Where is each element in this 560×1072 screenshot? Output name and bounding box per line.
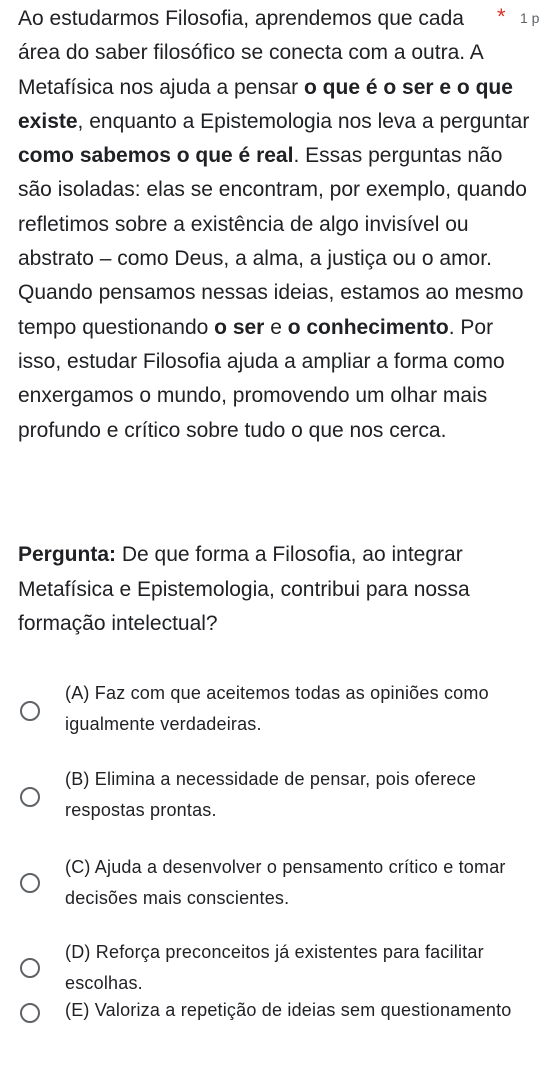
- option-b-line2: respostas prontas.: [65, 800, 217, 820]
- option-d-line1: (D) Reforça preconceitos já existentes para facilitar: [65, 942, 484, 962]
- option-b-label: [65, 764, 560, 826]
- option-e-label: [65, 995, 560, 1026]
- option-c-label: [65, 852, 560, 914]
- question-text: [18, 2, 538, 448]
- bold-ser-existe: o que é o ser e o que existe: [18, 75, 513, 133]
- text-part-1: Ao estudarmos Filosofia, aprendemos que cada: [18, 7, 464, 30]
- prompt-label: Pergunta:: [18, 543, 117, 566]
- option-e-line1: (E) Valoriza a repetição de ideias sem questionamento: [65, 1000, 512, 1020]
- radio-circle-icon[interactable]: [20, 701, 40, 721]
- text-part-4: , enquanto a Epistemologia nos leva a perguntar: [77, 109, 530, 133]
- text-part-8: e: [264, 315, 288, 339]
- option-e[interactable]: [0, 996, 560, 1056]
- option-a-line2: igualmente verdadeiras.: [65, 714, 262, 734]
- option-c-line2: decisões mais conscientes.: [65, 888, 290, 908]
- text-part-6: . Essas perguntas não são isoladas: elas se encontram, por exemplo, quando refletimos sobre a existência de algo invisível ou abstrato – como Deus, a alma, a justiça ou o amor. Quando pensamos nessas ideias, estamos ao mesmo tempo questionando: [18, 144, 527, 339]
- radio-circle-icon[interactable]: [20, 787, 40, 807]
- option-a-label: [65, 678, 560, 740]
- bold-o-ser: o ser: [214, 315, 265, 339]
- required-asterisk: *: [497, 4, 506, 29]
- option-c-line1: (C) Ajuda a desenvolver o pensamento crítico e tomar: [65, 857, 506, 877]
- option-b[interactable]: [0, 764, 560, 834]
- text-part-2: área do saber filosófico se conecta com a outra. A Metafísica nos ajuda a pensar: [18, 41, 483, 99]
- prompt-text: De que forma a Filosofia, ao integrar Metafísica e Epistemologia, contribui para nossa formação intelectual?: [18, 543, 470, 635]
- option-d-line2: escolhas.: [65, 973, 143, 993]
- option-b-line1: (B) Elimina a necessidade de pensar, pois oferece: [65, 769, 477, 789]
- option-c[interactable]: [0, 852, 560, 922]
- radio-circle-icon[interactable]: [20, 873, 40, 893]
- points-label: 1 p: [520, 10, 540, 26]
- bold-como-sabemos: como sabemos o que é real: [18, 144, 294, 168]
- option-d-label: [65, 937, 560, 999]
- radio-circle-icon[interactable]: [20, 1003, 40, 1023]
- option-a[interactable]: [0, 678, 560, 748]
- bold-o-conhecimento: o conhecimento: [287, 315, 449, 339]
- question-prompt: [18, 538, 548, 642]
- radio-circle-icon[interactable]: [20, 958, 40, 978]
- text-part-10: . Por isso, estudar Filosofia ajuda a ampliar a forma como enxergamos o mundo, promovendo um olhar mais profundo e crítico sobre tudo o que nos cerca.: [18, 315, 505, 442]
- question-body: [18, 2, 538, 448]
- option-a-line1: (A) Faz com que aceitemos todas as opiniões como: [65, 683, 489, 703]
